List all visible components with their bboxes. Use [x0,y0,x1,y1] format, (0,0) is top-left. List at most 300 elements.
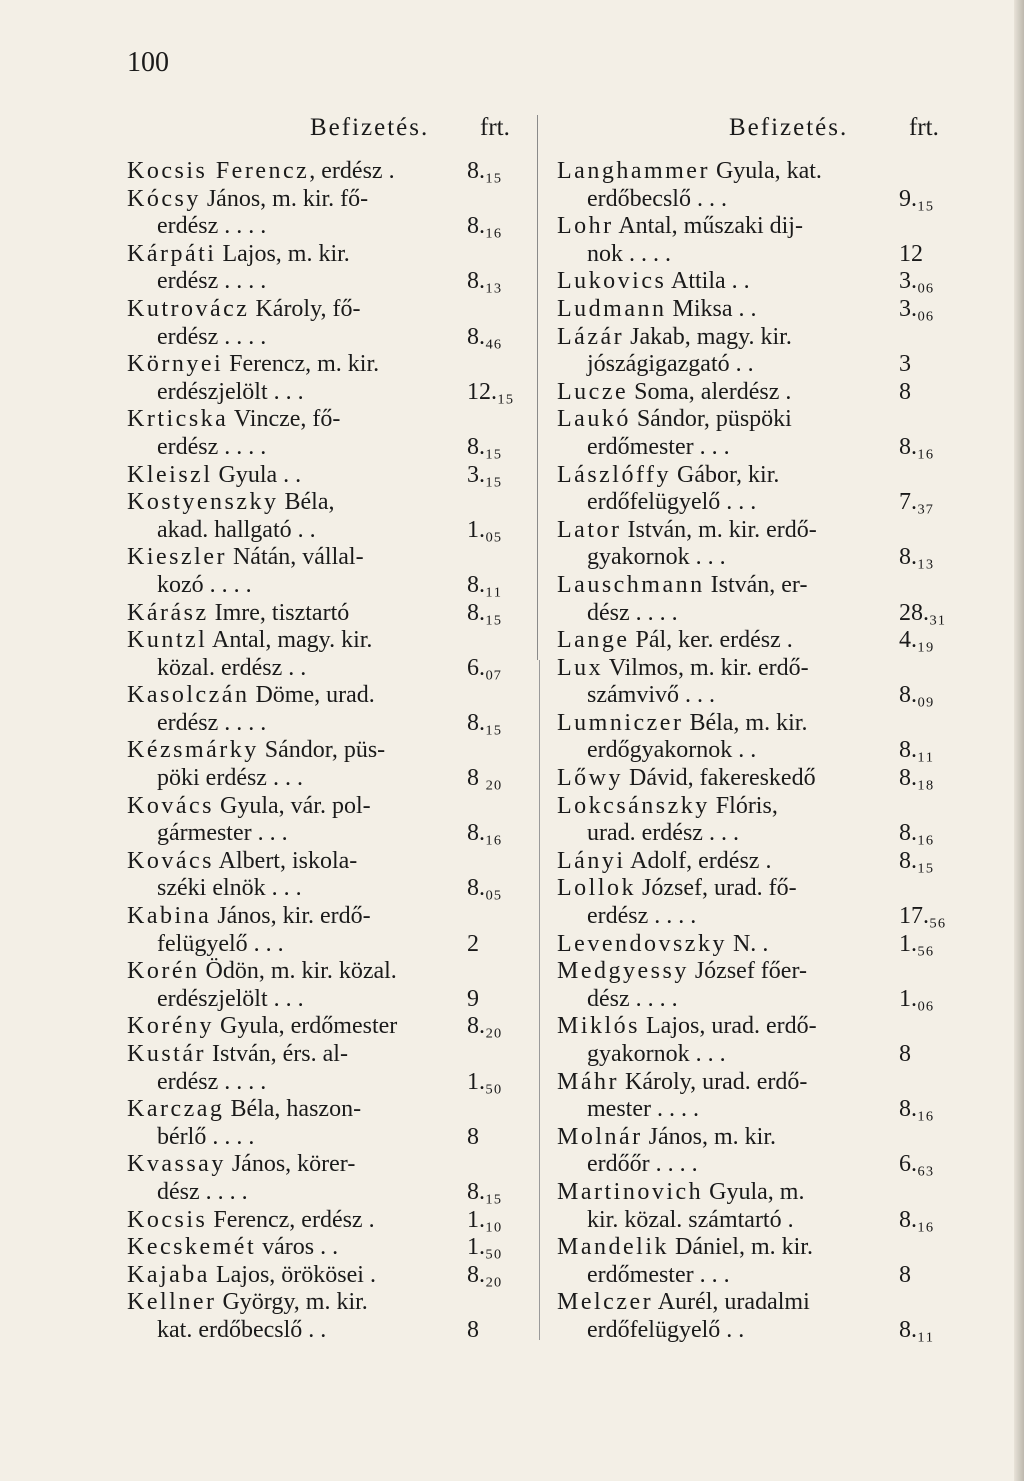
leader-dots: . [759,847,772,874]
leader-dots: . . [729,351,754,378]
leader-dots: . . [732,737,757,764]
list-line [127,1096,515,1124]
entry-surname: Lange [557,627,630,654]
list-line [557,1041,945,1069]
leader-dots: . . . [247,930,284,957]
entry-amount: 8.₁₅ [467,599,502,626]
list-line [127,213,515,241]
entry-amount: 12 [899,240,923,267]
entry-amount: 1.₀₆ [899,985,934,1012]
entry-text [557,158,822,186]
entry-text [127,958,397,986]
entry-text [157,1317,326,1345]
entry-amount: 1.₅₀ [467,1234,502,1261]
entry-description: nok [587,240,623,267]
leader-dots: . . . . [218,268,267,295]
list-line [127,1179,515,1207]
entry-amount: 8.₁₅ [467,709,502,736]
leader-dots: . . . . [203,571,252,598]
entry-amount: 28.₃₁ [899,599,946,626]
list-line [127,241,515,269]
entry-description: Béla, [278,489,335,516]
entry-surname: Kabina [127,903,212,930]
entry-description: Albert, iskola- [213,847,358,874]
leader-dots: . . . . [218,1068,267,1095]
entry-description: Miksa [666,295,733,322]
list-line [127,572,515,600]
list-line [127,1151,515,1179]
entry-text [157,765,303,793]
list-line [127,1124,515,1152]
page-number: 100 [127,47,169,78]
entry-surname: Krticska [127,406,229,433]
entry-surname: Kocsis [127,1206,208,1233]
entry-surname: Mandelik [557,1234,669,1261]
list-line [557,1234,945,1262]
entry-text [157,1124,254,1152]
list-line [557,986,945,1014]
list-line [557,544,945,572]
list-line [127,600,515,628]
entry-description: kat. erdőbecslő [157,1316,303,1343]
list-line [557,931,945,959]
entry-text [587,1317,744,1345]
list-line [557,379,945,407]
entry-surname: Lázár [557,323,625,350]
list-line [557,875,945,903]
entry-description: Antal, műszaki dij- [613,213,803,240]
entry-description: György, m. kir. [216,1289,368,1316]
entry-description: Gyula, vár. pol- [213,792,371,819]
list-line [557,793,945,821]
leader-dots: . . . . [629,985,678,1012]
entry-text [557,296,756,324]
list-line [557,324,945,352]
entry-text [557,958,807,986]
entry-description: Adolf, erdész [625,847,760,874]
entry-description: Gyula, erdőmester [213,1013,398,1040]
entry-amount: 8.₁₁ [899,737,934,764]
entry-amount: 8 [467,1123,479,1150]
entry-text [127,1096,361,1124]
entry-description: gyakornok [587,1041,690,1067]
list-line [127,793,515,821]
entry-amount: 8 [899,1041,911,1067]
list-line [127,517,515,545]
entry-text [157,324,266,352]
entry-text [127,1262,376,1290]
entry-amount: 8.₂₀ [467,1013,502,1040]
entry-text [157,820,288,848]
entry-surname: Kustár [127,1041,206,1067]
entry-text [127,296,361,324]
list-line [557,268,945,296]
entry-surname: Lux [557,654,604,681]
entry-description: N. [726,930,757,957]
entry-text [557,406,792,434]
list-line [557,1262,945,1290]
entry-surname: Lucze [557,378,629,405]
list-line [127,682,515,710]
entry-surname: Medgyessy [557,958,689,985]
entry-text [587,434,730,462]
entry-text [557,572,807,600]
entry-text [557,848,771,876]
entry-text [557,655,809,683]
leader-dots: . . . . [623,240,671,267]
leader-dots: . . [291,516,316,543]
entry-text [557,793,778,821]
list-line [127,379,515,407]
list-line [557,434,945,462]
entry-description: pöki erdész [157,765,267,792]
entry-amount: 12.₁₅ [467,378,514,405]
entry-surname: Lukovics [557,268,667,295]
entry-surname: Korén [127,958,200,985]
entry-surname: Karczag [127,1096,225,1123]
entry-description: Dávid, fakereskedő [623,765,816,792]
entry-text [587,820,739,848]
list-line [557,351,945,379]
entry-surname: Laukó [557,406,631,433]
entry-text [127,462,301,490]
entry-text [587,1207,794,1235]
header-title: Befizetés. [310,114,430,141]
entry-description: Gyula, kat. [709,158,822,184]
list-line [127,931,515,959]
entry-description: erdőgyakornok [587,737,733,764]
entry-description: Nátán, vállal- [226,544,364,571]
list-line [127,406,515,434]
entry-surname: Kvassay [127,1151,226,1178]
entry-description: Ödön, m. kir. közal. [199,958,397,985]
entry-surname: Lohr [557,213,614,240]
entry-amount: 8.₁₈ [899,765,934,792]
list-line [127,489,515,517]
entry-amount: 17.₅₆ [899,903,946,930]
entry-text [157,379,304,407]
entry-text [587,737,756,765]
entry-amount: 8 [899,1261,911,1288]
leader-dots: . [756,930,769,957]
entry-description: Gábor, kir. [671,461,780,488]
entry-description: Imre, tisztartó [208,599,350,626]
entry-text [127,1041,348,1069]
list-line [557,572,945,600]
entry-text [587,489,756,517]
entry-description: Béla, m. kir. [683,709,808,736]
entry-surname: Kleiszl [127,461,213,488]
entry-text [157,655,306,683]
list-line [557,682,945,710]
list-line [557,1317,945,1345]
entry-text [127,1013,397,1041]
entry-text [157,268,266,296]
entry-description: erdőőr [587,1151,650,1178]
entry-text [127,158,395,186]
list-line [127,986,515,1014]
entry-description: Dániel, m. kir. [668,1234,813,1261]
header-title: Befizetés. [729,114,849,141]
list-line [127,158,515,186]
entry-amount: 3.₀₆ [899,268,934,295]
entry-amount: 8.₁₃ [467,268,502,295]
entry-description: erdőmester [587,433,694,460]
list-line [127,186,515,214]
entry-description: erdőmester [587,1261,694,1288]
entry-surname: Melczer [557,1289,654,1316]
list-line [127,1289,515,1317]
entry-text [587,903,696,931]
entry-surname: Martinovich [557,1178,704,1205]
entry-description: Gyula [212,461,278,488]
entry-amount: 8.₁₅ [467,158,502,184]
entry-amount: 8.₁₆ [899,1206,934,1233]
entry-description: erdész [157,268,219,295]
entry-description: János, körer- [225,1151,356,1178]
entry-surname: Lollok [557,875,636,902]
entry-text [157,875,302,903]
left-column-header [127,112,515,144]
entry-surname: Miklós [557,1013,641,1040]
leader-dots: . . [302,1316,327,1343]
entry-text [557,875,797,903]
entry-amount: 3.₁₅ [467,461,502,488]
entry-amount: 8.₁₆ [899,433,934,460]
leader-dots: . . . [702,820,739,847]
entry-amount: 3 [899,351,911,378]
entry-description: jószágigazgató [587,351,730,378]
list-line [127,434,515,462]
entry-description: János, m. kir. [642,1123,776,1150]
leader-dots: . [780,627,793,654]
entry-text [127,406,340,434]
entry-surname: Kuntzl [127,627,208,654]
entry-text [557,1069,807,1097]
leader-dots: . . . . [629,599,678,626]
entry-surname: Kecskemét [127,1234,257,1261]
list-line [127,324,515,352]
leader-dots: . . [282,654,307,681]
leader-dots: . . [314,1234,339,1261]
entry-description: Ferencz, erdész [207,1206,363,1233]
entry-description: felügyelő [157,930,248,957]
entry-text [587,682,715,710]
list-line [557,903,945,931]
entry-description: gármester [157,820,252,847]
entry-description: város [256,1234,315,1261]
entry-surname: Környei [127,351,224,378]
header-unit: frt. [909,114,939,141]
entry-text [127,1234,338,1262]
list-line [557,406,945,434]
entry-text [127,600,349,628]
list-line [127,958,515,986]
entry-description: Lajos, urad. erdő- [640,1013,817,1040]
entry-text [587,544,726,572]
leader-dots: . . . [689,544,726,571]
leader-dots: . . . . [218,213,267,240]
list-line [557,820,945,848]
entry-surname: Kellner [127,1289,217,1316]
entry-description: erdőfelügyelő [587,1316,721,1343]
list-line [557,1069,945,1097]
right-column-header [557,112,945,144]
entry-text [557,324,792,352]
leader-dots: . . . . [206,1123,255,1150]
entry-text [557,268,750,296]
entry-amount: 8.₄₆ [467,323,502,350]
entry-description: erdész [157,709,219,736]
entry-surname: Lator [557,516,622,543]
list-line [127,903,515,931]
leader-dots: . . . . [650,1096,699,1123]
list-line [557,186,945,214]
entry-amount: 8 [467,1316,479,1343]
leader-dots: . . . . [199,1178,248,1205]
list-line [557,213,945,241]
leader-dots: . . . [693,433,730,460]
list-line [127,1041,515,1069]
list-line [557,1289,945,1317]
leader-dots: . . . . [649,1151,698,1178]
entry-description: János, m. kir. fő- [200,185,369,212]
entry-description: dész [587,985,630,1012]
list-line [127,1069,515,1097]
entry-text [557,627,793,655]
entry-description: Béla, haszon- [224,1096,362,1123]
leader-dots: . [363,1261,376,1288]
entry-description: kir. közal. számtartó [587,1206,782,1233]
leader-dots: . [779,378,792,405]
entry-amount: 8.₁₆ [899,820,934,847]
entry-text [127,241,350,269]
list-line [127,1262,515,1290]
entry-description: erdészjelölt [157,985,268,1012]
entry-description: Jakab, magy. kir. [624,323,792,350]
entry-surname: Kócsy [127,185,201,212]
entry-surname: Kasolczán [127,682,250,709]
entry-description: Lajos, örökösei [209,1261,364,1288]
entry-text [557,517,817,545]
list-line [557,489,945,517]
entry-surname: Máhr [557,1068,619,1095]
list-line [557,1096,945,1124]
entry-description: kozó [157,571,204,598]
entry-amount: 8.₁₅ [467,1178,502,1205]
entry-text [127,848,357,876]
entry-surname: Kajaba [127,1261,210,1288]
entry-text [127,793,371,821]
list-line [127,710,515,738]
entry-surname: Lányi [557,847,626,874]
list-line [127,820,515,848]
entry-amount: 6.₀₇ [467,654,502,681]
leader-dots: . . . [251,820,288,847]
entry-text [557,765,816,793]
leader-dots: . . . [690,185,727,212]
entry-text [587,600,678,628]
leader-dots: . . [725,268,750,295]
entry-amount: 8.₁₅ [899,847,934,874]
entry-surname: Kovács [127,847,214,874]
entry-amount: 8.₀₉ [899,682,934,709]
entry-amount: 8.₁₆ [467,820,502,847]
list-line [127,462,515,490]
entry-description: Ferencz, m. kir. [223,351,380,378]
list-line [557,1151,945,1179]
entry-description: István, érs. al- [205,1041,348,1067]
entry-description: erdész [157,213,219,240]
list-line [557,655,945,683]
entry-amount: 1.₅₀ [467,1068,502,1095]
entry-description: Döme, urad. [249,682,375,709]
entry-amount: 8.₁₆ [899,1096,934,1123]
entry-amount: 1.₅₆ [899,930,934,957]
entry-description: erdész [157,1068,219,1095]
entry-text [157,710,266,738]
list-line [557,517,945,545]
entry-description: Pál, ker. erdész [629,627,781,654]
entry-text [557,462,779,490]
entry-text [557,1234,813,1262]
list-line [127,765,515,793]
entry-text [557,213,803,241]
entry-text [157,986,304,1014]
leader-dots: . . . . [218,433,267,460]
entry-description: József, urad. fő- [636,875,797,902]
entry-description: Gyula, m. [703,1178,805,1205]
right-lines [557,158,945,1345]
entry-description: Vilmos, m. kir. erdő- [603,654,809,681]
leader-dots: . [362,1206,375,1233]
entry-surname: Levendovszky [557,930,727,957]
list-line [557,1124,945,1152]
entry-description: bérlő [157,1123,207,1150]
entry-text [157,572,252,600]
entry-text [127,489,334,517]
entry-description: mester [587,1096,651,1123]
leader-dots: . . [277,461,302,488]
entry-amount: 1.₁₀ [467,1206,502,1233]
list-line [127,351,515,379]
list-line [127,1234,515,1262]
entry-surname: Kostyenszky [127,489,279,516]
entry-text [127,1151,355,1179]
column-divider-lower [539,660,540,1340]
list-line [557,710,945,738]
entry-description: Soma, alerdész [628,378,780,405]
entry-text [157,931,284,959]
list-line [127,1207,515,1235]
entry-description: akad. hallgató [157,516,292,543]
entry-amount: 8.₁₁ [467,571,502,598]
leader-dots: . . . . [218,323,267,350]
entry-amount: 9.₁₅ [899,185,934,212]
page-edge [1014,0,1024,1481]
entry-description: István, er- [704,571,808,598]
entry-amount: 4.₁₉ [899,627,934,654]
entry-surname: Molnár [557,1123,643,1150]
entry-amount: 8.₁₆ [467,213,502,240]
entry-amount: 3.₀₆ [899,295,934,322]
entry-description: Attila [666,268,726,295]
entry-surname: Kárász [127,599,209,626]
entry-description: Sándor, püspöki [630,406,792,433]
entry-text [127,1207,375,1235]
entry-description: dész [157,1178,200,1205]
header-unit: frt. [480,114,510,141]
